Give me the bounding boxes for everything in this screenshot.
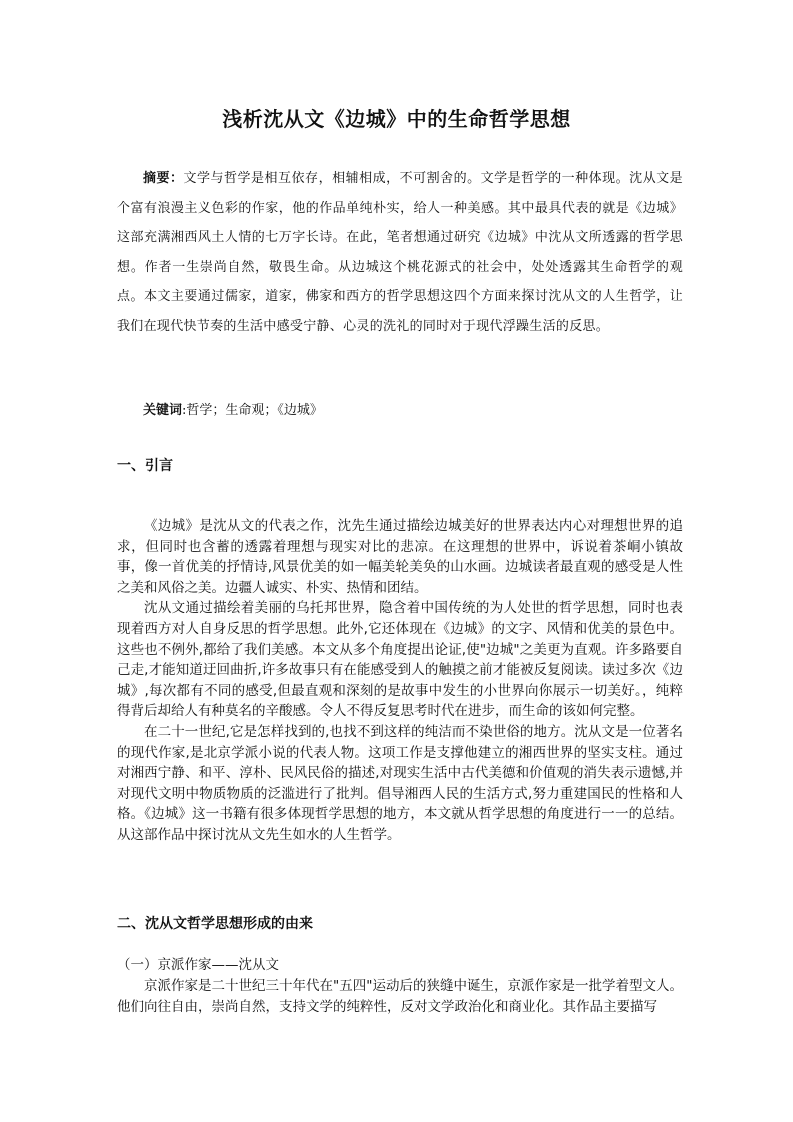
- section-heading-origins: 二、沈从文哲学思想形成的由来: [117, 916, 313, 932]
- body-paragraph: 京派作家是二十世纪三十年代在"五四"运动后的狭缝中诞生，京派作家是一批学着型文人。他们向往自由，崇尚自然，支持文学的纯粹性，反对文学政治化和商业化。其作品主要描写: [117, 978, 683, 1015]
- subsection-heading: （一）京派作家——沈从文: [117, 957, 279, 973]
- body-paragraph: 《边城》是沈从文的代表之作，沈先生通过描绘边城美好的世界表达内心对理想世界的追求，但同时也含蓄的透露着理想与现实对比的悲凉。在这理想的世界中，诉说着茶峒小镇故事，像一首优美的抒情诗,风景优美的如一幅美轮美奂的山水画。边城读者最直观的感受是人性之美和风俗之美。边疆人诚实、朴实、热情和团结。: [117, 518, 683, 596]
- abstract-text: 文学与哲学是相互依存，相辅相成，不可割舍的。文学是哲学的一种体现。沈从文是个富有浪漫主义色彩的作家，他的作品单纯朴实，给人一种美感。其中最具代表的就是《边城》这部充满湘西风土人情的七万字长诗。在此，笔者想通过研究《边城》中沈从文所透露的哲学思想。作者一生崇尚自然，敬畏生命。从边城这个桃花源式的社会中，处处透露其生命哲学的观点。本文主要通过儒家，道家，佛家和西方的哲学思想这四个方面来探讨沈从文的人生哲学，让我们在现代快节奏的生活中感受宁静、心灵的洗礼的同时对于现代浮躁生活的反思。: [117, 171, 683, 334]
- introduction-body: [117, 516, 683, 846]
- abstract-paragraph: [117, 164, 683, 341]
- body-paragraph: 在二十一世纪,它是怎样找到的,也找不到这样的纯洁而不染世俗的地方。沈从文是一位著名的现代作家,是北京学派小说的代表人物。这项工作是支撑他建立的湘西世界的坚实支柱。通过对湘西宁静、和平、淳朴、民风民俗的描述,对现实生活中古代美德和价值观的消失表示遗憾,并对现代文明中物质物质的泛滥进行了批判。倡导湘西人民的生活方式,努力重建国民的性格和人格。《边城》这一书籍有很多体现哲学思想的地方，本文就从哲学思想的角度进行一一的总结。从这部作品中探讨沈从文先生如水的人生哲学。: [117, 723, 683, 843]
- section-heading-introduction: 一、引言: [117, 458, 173, 474]
- document-title: 浅析沈从文《边城》中的生命哲学思想: [222, 107, 571, 131]
- keywords-line: [143, 399, 323, 423]
- abstract-label: 摘要：: [143, 171, 184, 186]
- origins-body: [117, 976, 683, 1017]
- keywords-label: 关键词: [143, 403, 183, 418]
- keywords-text: :哲学；生命观；《边城》: [182, 403, 323, 418]
- body-paragraph: 沈从文通过描绘着美丽的乌托邦世界，隐含着中国传统的为人处世的哲学思想，同时也表现着西方对人自身反思的哲学思想。此外,它还体现在《边城》的文字、风情和优美的景色中。这些也不例外,都给了我们美感。本文从多个角度提出论证,使"边城"之美更为直观。许多路要自己走,才能知道迂回曲折,许多故事只有在能感受到人的触摸之前才能被反复阅读。读过多次《边城》,每次都有不同的感受,但最直观和深刻的是故事中发生的小世界向你展示一切美好。，纯粹得背后却给人有种莫名的辛酸感。令人不得反复思考时代在进步，而生命的该如何完整。: [117, 600, 683, 720]
